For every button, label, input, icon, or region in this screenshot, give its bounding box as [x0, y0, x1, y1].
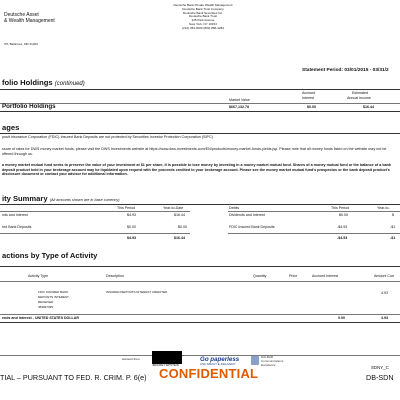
credits-total-ytd: $16.44 — [174, 236, 185, 240]
bank-address-line: Deutsche Bank Trust Company — [182, 6, 224, 11]
debit-row-ytd: -$1 — [390, 225, 396, 229]
holdings-rule — [0, 89, 400, 90]
client-address: l75, Baltimore, MD 21203 — [4, 42, 38, 46]
holdings-total-market-value: $667,132.78 — [229, 105, 249, 109]
holdings-bottom-rule — [0, 111, 400, 112]
brand-name: Deutsche Asset — [4, 12, 39, 18]
activity-summary-subtitle: (All amounts shown are in base currency) — [49, 198, 120, 202]
holdings-section-title — [2, 78, 85, 89]
credit-row-label: red Bank Deposits — [2, 225, 32, 229]
credit-row-period: $0.00 — [127, 225, 136, 229]
debit-row-label: Dividends and Interest — [229, 213, 265, 217]
activity-summary-section-title — [2, 194, 120, 203]
messages-rule — [0, 133, 400, 134]
col-quantity: Quantity — [253, 274, 267, 278]
credits-col-period: This Period — [117, 206, 136, 210]
account-holder-name: JEFFREY EPSTEIN — [152, 363, 179, 367]
award-line: Communications — [261, 358, 284, 363]
confidentiality-notice: TIAL – PURSUANT TO FED. R. CRIM. P. 6(e) — [0, 373, 147, 382]
col-description: Description — [106, 274, 124, 278]
transactions-total-label: ends and Interest - UNITED STATES DOLLAR — [2, 316, 79, 320]
bank-address-line: (212) 454-3000 (800) 886-4284 — [182, 25, 224, 30]
col-price: Price — [289, 274, 298, 278]
transactions-total-accrued: 0.00 — [338, 316, 345, 320]
transaction-description: INSURED DEPOSITS INTEREST CREDITED — [106, 290, 168, 294]
bank-address-line: Deutsche Bank Securities Inc. — [182, 10, 224, 15]
debit-row-label: FDIC Insured Bank Deposits — [229, 225, 275, 229]
col-accrued-header: Accrued — [302, 91, 316, 95]
bates-number: DB-SDN — [366, 373, 394, 382]
brand-subname: & Wealth Management — [4, 17, 55, 24]
bank-address-line: New York, NY 10154 — [189, 21, 217, 26]
debit-row-period: -$4.93 — [337, 225, 348, 229]
credit-row-ytd: $16.44 — [174, 213, 185, 217]
bank-address-line: Deutsche Bank Private Wealth Management — [173, 3, 233, 7]
transactions-bottom-rule — [0, 322, 400, 323]
col-activity-type: Activity Type — [28, 274, 49, 278]
award-line: DALBAR — [261, 355, 274, 359]
col-accrued-header-2: Interest — [302, 95, 314, 100]
transaction-type-line: 459997395 — [38, 305, 54, 309]
credits-total-period: $4.93 — [127, 236, 136, 240]
go-paperless-sub: ASK ABOUT E-DELIVERY — [200, 362, 236, 366]
holdings-total-label: Portfolio Holdings — [2, 103, 56, 110]
transaction-type-line: DEPOSITS INTEREST — [38, 295, 69, 299]
debits-header: Debits — [229, 206, 240, 210]
messages-rates-note: ssure of rates for DWS money market funds, please visit the DWS Investments website at https://www.dws-investments.com/EN/products/money-market-funds-yields.jsp. Please note that all money funds listed on the website may not be offered through us. — [2, 147, 387, 156]
debit-row-period: $0.00 — [339, 213, 348, 217]
messages-title: ages — [2, 123, 20, 132]
messages-risk-note: a money market mutual fund seeks to preserve the value of your investment at $1 per share, it is possible to lose money by investing in a money market mutual fund. Shares of a money mutual fund or the balance of a bank deposit product held in your brokerage account may be liquidated upon request with the proceeds credited to your brokerage account. Please see the money market mutual fund's prospectus or the bank deposit product's disclosure document or contact your advisor for additional information. — [2, 163, 391, 177]
activity-summary-rule — [0, 204, 400, 205]
debits-col-ytd: Year-to- — [377, 206, 390, 210]
transaction-type-line: FDIC INSURED BANK — [38, 290, 69, 294]
col-estimated-header: Estimated — [352, 91, 368, 95]
holdings-total-accrued: $0.00 — [307, 105, 316, 109]
messages-sipc-note: posit Insurance Corporation (FDIC)-Insured Bank Deposits are not protected by Securities Investor Protection Corporation (SIPC) — [2, 135, 213, 139]
debit-row-ytd: $ — [392, 213, 394, 217]
bank-address-line: Deutsche Bank Trust — [189, 14, 217, 19]
statement-period: Statement Period: 03/01/2015 - 03/31/2 — [302, 68, 389, 73]
transaction-type-line: RECEIVED — [38, 300, 54, 304]
credit-row-ytd: $0.00 — [178, 225, 187, 229]
credit-row-period: $4.93 — [127, 213, 136, 217]
confidential-stamp: CONFIDENTIAL — [159, 366, 259, 381]
award-badge-icon — [251, 356, 259, 365]
bates-top: SDNY_C — [371, 365, 389, 370]
transactions-rule — [0, 266, 400, 267]
bank-address-line: 345 Park Avenue — [191, 18, 215, 23]
transaction-amount: 4.93 — [381, 291, 388, 295]
debits-total-period: -$4.93 — [337, 236, 348, 240]
bank-address-block — [168, 4, 238, 31]
holdings-title-suffix: (continued) — [54, 81, 85, 87]
col-estimated-header-2: Annual Income — [347, 95, 371, 100]
account-from-label: Account from — [122, 357, 140, 361]
transactions-total-amount: 4.93 — [381, 316, 388, 320]
col-amount-currency: Amount Curr — [374, 274, 395, 278]
col-accrued-interest: Accrued Interest — [312, 274, 339, 278]
credits-col-ytd: Year-to-Date — [163, 206, 184, 210]
holdings-total-income: $16.44 — [363, 105, 374, 109]
transactions-title: actions by Type of Activity — [2, 251, 98, 260]
credit-row-label: nds and Interest — [2, 213, 28, 217]
col-market-value-header: Market Value — [229, 98, 250, 102]
debits-col-period: This Period — [331, 206, 350, 210]
go-paperless-text: Go paperless — [200, 356, 240, 363]
debits-total-ytd: -$1 — [390, 236, 396, 240]
award-line: Excellence — [261, 362, 276, 367]
activity-summary-title: ity Summary — [2, 194, 48, 203]
holdings-title: folio Holdings — [2, 78, 53, 87]
